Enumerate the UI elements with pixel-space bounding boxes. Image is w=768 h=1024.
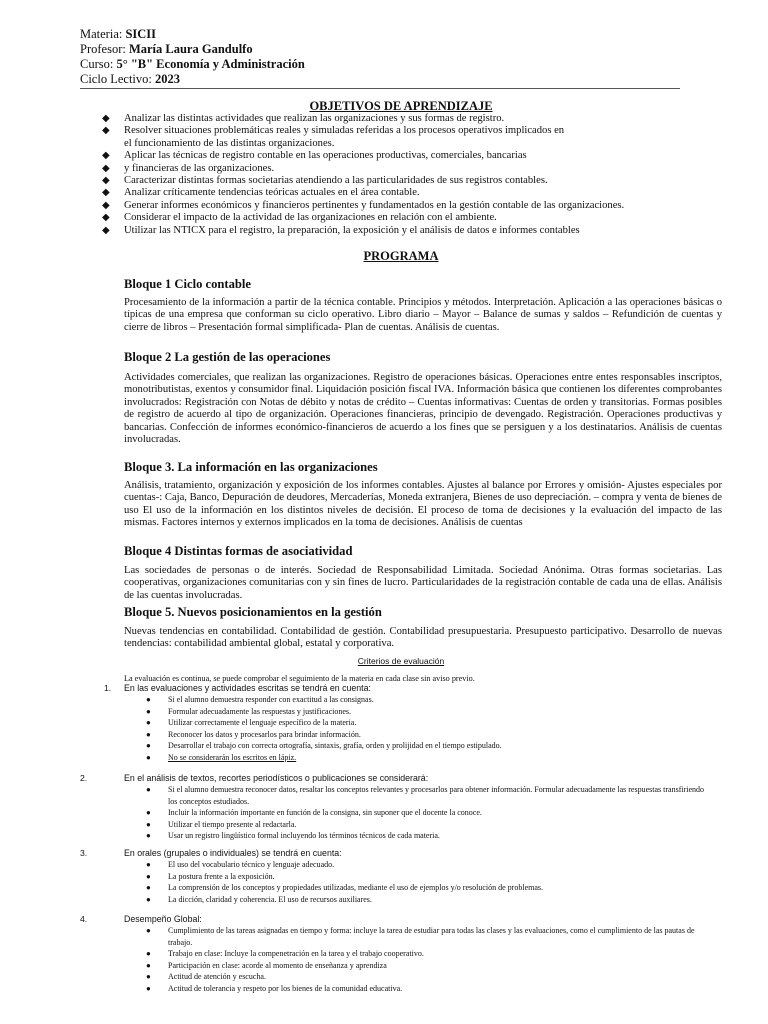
- section-2-heading: En el análisis de textos, recortes periodísticos o publicaciones se considerará:: [124, 773, 429, 783]
- list-item: ● Actitud de atención y escucha.: [146, 972, 266, 982]
- section-1-number: 1.: [104, 683, 112, 693]
- materia-line: Materia: SICII: [80, 27, 157, 41]
- bloque-4-text: Las sociedades de personas o de interés. Sociedad de Responsabilidad Limitada. Sociedad Anónima. Otras formas societarias. Las cooperativas, organizaciones comunitarias con y sin fines de lucro. Particularidades de la registración contable de cada una de ellas. Análisis de las cuentas involucradas.: [124, 565, 722, 601]
- list-item: ● No se considerarán los escritos en lápiz.: [146, 752, 297, 762]
- list-item: ● La comprensión de los conceptos y propiedades utilizadas, mediante el uso de ejemplos y/o resolución de problemas.: [146, 883, 544, 893]
- list-item: ● Formular adecuadamente las respuestas y justificaciones.: [146, 706, 352, 716]
- curso-line: Curso: 5° "B" Economía y Administración: [80, 57, 305, 71]
- list-item: ◆ Analizar críticamente tendencias teóricas actuales en el área contable.: [102, 187, 420, 199]
- profesor-line: Profesor: María Laura Gandulfo: [80, 42, 253, 56]
- bullet-icon: ●: [146, 831, 151, 841]
- materia-value: SICII: [125, 27, 157, 41]
- bloque-3-title: Bloque 3. La información en las organizaciones: [124, 460, 378, 474]
- bullet-icon: ●: [146, 741, 151, 751]
- ciclo-value: 2023: [154, 72, 180, 86]
- section-4-list: [146, 925, 706, 995]
- list-item: ● Reconocer los datos y procesarlos para brindar información.: [146, 729, 361, 739]
- diamond-bullet-icon: ◆: [102, 175, 110, 187]
- bloque-4-title: Bloque 4 Distintas formas de asociatividad: [124, 544, 353, 558]
- bullet-icon: ●: [146, 860, 151, 869]
- bullet-icon: ●: [146, 808, 151, 818]
- section-4-heading: Desempeño Global:: [124, 914, 202, 924]
- section-2-list: [146, 784, 706, 842]
- bullet-icon: ●: [146, 883, 151, 893]
- bullet-icon: ●: [146, 819, 151, 829]
- section-4-number: 4.: [80, 914, 88, 924]
- list-item: ◆ Aplicar las técnicas de registro contable en las operaciones productivas, comerciales, bancarias: [102, 150, 527, 162]
- list-item: ● Incluir la información importante en función de la consigna, sin suponer que el docente la conoce.: [146, 808, 482, 818]
- list-item: ◆ y financieras de las organizaciones.: [102, 162, 275, 174]
- section-1-heading: En las evaluaciones y actividades escritas se tendrá en cuenta:: [124, 683, 371, 693]
- bloque-5-text: Nuevas tendencias en contabilidad. Contabilidad de gestión. Contabilidad presupuestaria. Presupuesto participativo. Desarrollo de nuevas tendencias: contabilidad ambiental global, estatal y corporativa.: [124, 626, 722, 650]
- diamond-bullet-icon: ◆: [102, 224, 110, 236]
- course-header: [80, 27, 305, 87]
- section-3-heading: En orales (grupales o individuales) se tendrá en cuenta:: [124, 848, 342, 858]
- diamond-bullet-icon: ◆: [102, 113, 110, 124]
- profesor-value: María Laura Gandulfo: [128, 42, 253, 56]
- list-item: ● Si el alumno demuestra reconocer datos, resaltar los conceptos relevantes y procesarlos para obtener información. Formular adecuadamente las respuestas transfiriendo los conceptos estudiados.: [146, 785, 705, 806]
- bloque-3-text: Análisis, tratamiento, organización y exposición de los informes contables. Ajustes al balance por Errores y omisión- Ajustes especiales por cuentas-: Caja, Banco, Depuración de deudores, Mercaderías, Moneda extranjera, Bienes de uso depreciación. – compra y venta de bienes de uso El uso de la información en los distintos niveles de decisión. El proceso de toma de decisiones y la evaluación del impacto de las mismas. Factores internos y externos implicados en la toma de decisiones. Análisis de cuentas: [124, 480, 723, 529]
- list-item-continuation: el funcionamiento de las distintas organizaciones.: [124, 137, 335, 149]
- list-item: ◆ Caracterizar distintas formas societarias atendiendo a las particularidades de sus registros contables.: [102, 175, 548, 187]
- bullet-icon: ●: [146, 706, 151, 716]
- bullet-icon: ●: [146, 718, 151, 728]
- diamond-bullet-icon: ◆: [102, 187, 110, 199]
- bullet-icon: ●: [146, 949, 151, 959]
- list-item: ◆ Utilizar las NTICX para el registro, la preparación, la exposición y el análisis de datos e informes contables: [102, 224, 580, 236]
- diamond-bullet-icon: ◆: [102, 125, 110, 137]
- list-item: ● Utilizar el tiempo presente al redactarla.: [146, 819, 297, 829]
- bullet-icon: ●: [146, 871, 151, 881]
- list-item: ● La dicción, claridad y coherencia. El uso de recursos auxiliares.: [146, 894, 372, 904]
- list-item: ● Actitud de tolerancia y respeto por los bienes de la comunidad educativa.: [146, 983, 403, 993]
- bullet-icon: ●: [146, 752, 151, 762]
- list-item: ◆ Generar informes económicos y financieros pertinentes y fundamentados en la gestión contable de las organizaciones.: [102, 199, 625, 211]
- section-2-number: 2.: [80, 773, 88, 783]
- list-item: ● Utilizar correctamente el lenguaje específico de la materia.: [146, 718, 357, 728]
- bullet-icon: ●: [146, 785, 151, 794]
- bullet-icon: ●: [146, 695, 151, 704]
- diamond-bullet-icon: ◆: [102, 212, 110, 224]
- diamond-bullet-icon: ◆: [102, 199, 110, 211]
- objetivos-list: [100, 113, 740, 237]
- list-item: ● Cumplimiento de las tareas asignadas en tiempo y forma: incluye la tarea de estudiar para todas las clases y las evaluaciones, como el cumplimiento de las pautas de trabajo.: [146, 926, 695, 947]
- list-item: ● Usar un registro lingüístico formal incluyendo los términos técnicos de cada materia.: [146, 831, 440, 841]
- diamond-bullet-icon: ◆: [102, 150, 110, 162]
- list-item: ● Desarrollar el trabajo con correcta ortografía, sintaxis, grafía, orden y prolijidad en el tiempo estipulado.: [146, 741, 502, 751]
- curso-value: 5° "B" Economía y Administración: [116, 57, 305, 71]
- list-item: ● Si el alumno demuestra responder con exactitud a las consignas.: [146, 695, 374, 704]
- list-item: ● Participación en clase: acorde al momento de enseñanza y aprendiza: [146, 960, 387, 970]
- list-item: ◆ Resolver situaciones problemáticas reales y simuladas referidas a los procesos operativos implicados en: [102, 125, 565, 137]
- bullet-icon: ●: [146, 972, 151, 982]
- section-3-number: 3.: [80, 848, 88, 858]
- list-item: ● La postura frente a la exposición.: [146, 871, 275, 881]
- criterios-intro: La evaluación es continua, se puede comprobar el seguimiento de la materia en cada clase sin aviso previo.: [124, 674, 475, 683]
- bloque-2-text: Actividades comerciales, que realizan las organizaciones. Registro de operaciones básicas. Operaciones entre entes responsables inscriptos, monotributistas, exentos y consumidor final. Liquidación posición fiscal IVA. Información básica que contienen los diferentes comprobantes involucrados: Registración con Notas de débito y notas de crédito – Cuentas informativas: Cuentas de orden y transitorias. Formas posibles de registro de acuerdo al tipo de organización. Operaciones financieras, principio de devengado. Registración. Operaciones productivas y bancarias. Confección de informes económico-financieros de acuerdo a los fines que se persiguen y a los destinatarios. Análisis de cuentas involucradas.: [124, 372, 722, 446]
- criterios-title: Criterios de evaluación: [357, 656, 445, 666]
- bloque-2-title: Bloque 2 La gestión de las operaciones: [124, 350, 331, 364]
- programa-title: PROGRAMA: [363, 249, 439, 263]
- header-divider: [80, 88, 680, 89]
- diamond-bullet-icon: ◆: [102, 162, 110, 174]
- bullet-icon: ●: [146, 894, 151, 904]
- bloque-5-title: Bloque 5. Nuevos posicionamientos en la gestión: [124, 605, 382, 619]
- bullet-icon: ●: [146, 983, 151, 993]
- bullet-icon: ●: [146, 960, 151, 970]
- bloque-1-title: Bloque 1 Ciclo contable: [124, 277, 251, 291]
- ciclo-line: Ciclo Lectivo: 2023: [80, 72, 180, 86]
- bullet-icon: ●: [146, 926, 151, 935]
- objetivos-title: OBJETIVOS DE APRENDIZAJE: [309, 99, 493, 113]
- section-3-list: [146, 859, 706, 905]
- list-item: ◆ Analizar las distintas actividades que realizan las organizaciones y sus formas de registro.: [102, 113, 505, 124]
- list-item: ● Trabajo en clase: Incluye la compenetración en la tarea y el trabajo cooperativo.: [146, 949, 424, 959]
- bloque-1-text: Procesamiento de la información a partir de la técnica contable. Principios y métodos. Interpretación. Aplicación a las operaciones básicas o típicas de una empresa que conforman su ciclo operativo. Libro diario – Mayor – Balance de sumas y saldos – Refundición de cuentas y cierre de libros – Presentación formal simplificada- Plan de cuentas. Análisis de cuentas.: [124, 297, 722, 333]
- list-item: ◆ Considerar el impacto de la actividad de las organizaciones en relación con el ambiente.: [102, 212, 497, 224]
- list-item: ● El uso del vocabulario técnico y lenguaje adecuado.: [146, 860, 335, 869]
- bullet-icon: ●: [146, 729, 151, 739]
- section-1-list: [146, 694, 706, 764]
